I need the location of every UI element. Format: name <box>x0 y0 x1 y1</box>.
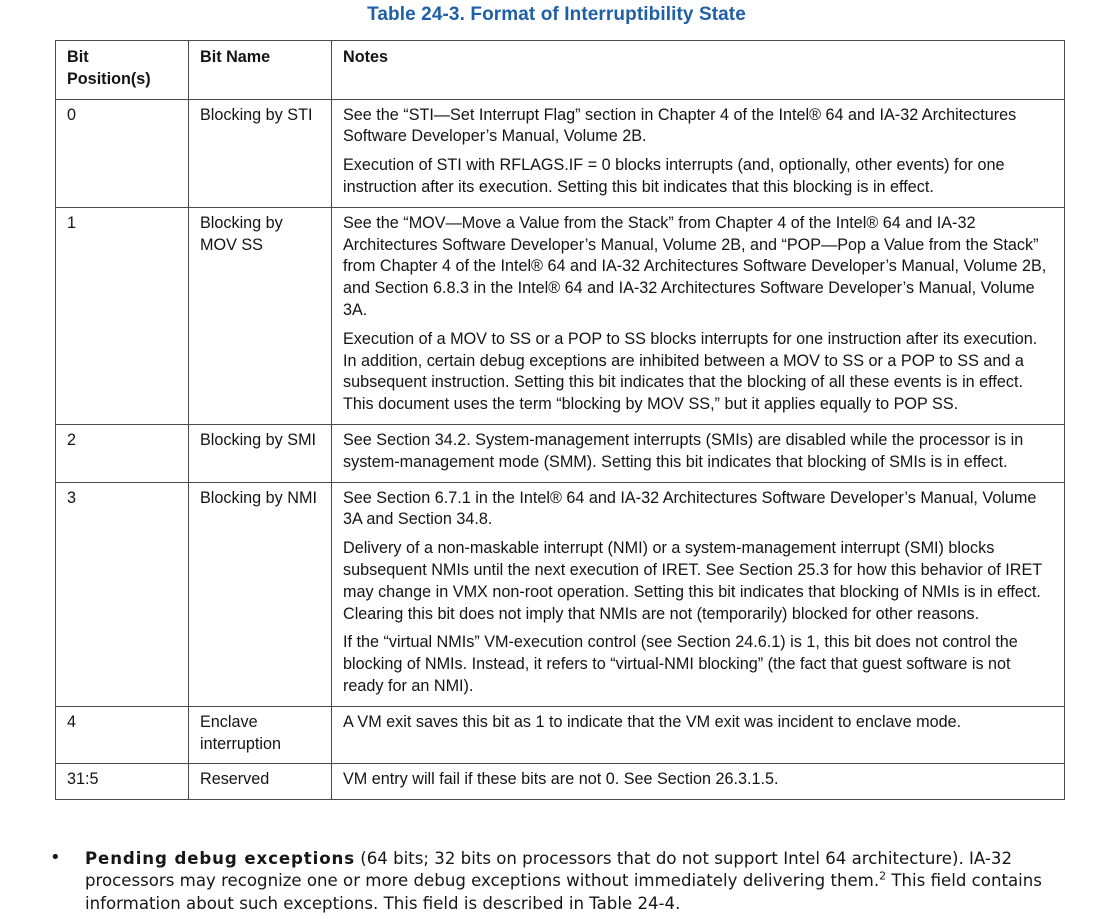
bit-position-cell: 0 <box>56 99 189 207</box>
notes-cell <box>332 207 1065 424</box>
table-row <box>56 99 1065 207</box>
table-row <box>56 482 1065 706</box>
notes-cell <box>332 424 1065 482</box>
footnote-marker: 2 <box>879 869 887 883</box>
bit-name-cell: Blocking by SMI <box>189 424 332 482</box>
bullet-text-before: (64 bits; 32 bits on processors that do not support Intel 64 architecture). IA-32 processors may recognize one or more debug exceptions without immediately delivering them. <box>85 849 1013 891</box>
table-row <box>56 706 1065 764</box>
bit-position-cell: 2 <box>56 424 189 482</box>
bullet-item <box>50 848 1070 915</box>
interruptibility-state-table <box>55 40 1065 800</box>
bit-name-cell: Blocking by NMI <box>189 482 332 706</box>
bullet-text-after: This field contains information about such exceptions. This field is described in Table 24-4. <box>85 871 1042 913</box>
bit-name-cell: Enclave interruption <box>189 706 332 764</box>
note-paragraph: See Section 34.2. System-management interrupts (SMIs) are disabled while the processor is in system-management mode (SMM). Setting this bit indicates that blocking of SMIs is in effect. <box>343 430 1024 471</box>
bullet-marker: • <box>50 847 61 868</box>
note-paragraph: If the “virtual NMIs” VM-execution control (see Section 24.6.1) is 1, this bit does not control the blocking of NMIs. Instead, it refers to “virtual-NMI blocking” (the fact that guest software is not ready for an NMI). <box>343 633 1018 695</box>
note-paragraph: See Section 6.7.1 in the Intel® 64 and IA-32 Architectures Software Developer’s Manual, Volume 3A and Section 34.8. <box>343 488 1037 529</box>
note-paragraph: Execution of STI with RFLAGS.IF = 0 blocks interrupts (and, optionally, other events) for one instruction after its execution. Setting this bit indicates that this blocking is in effect. <box>343 156 1005 196</box>
note-paragraph: See the “MOV—Move a Value from the Stack” from Chapter 4 of the Intel® 64 and IA-32 Architectures Software Developer’s Manual, Volume 2B, and “POP—Pop a Value from the Stack” from Chapter 4 of the Intel® 64 and IA-32 Architectures Software Developer’s Manual, Volume 2B, and Section 6.8.3 in the Intel® 64 and IA-32 Architectures Software Developer’s Manual, Volume 3A. <box>343 213 1047 319</box>
bit-name-cell: Blocking by MOV SS <box>189 207 332 424</box>
bit-name-cell: Blocking by STI <box>189 99 332 207</box>
table-header <box>56 41 1065 100</box>
note-paragraph: VM entry will fail if these bits are not 0. See Section 26.3.1.5. <box>343 770 779 789</box>
notes-cell <box>332 482 1065 706</box>
header-bit-name: Bit Name <box>189 41 332 100</box>
notes-cell <box>332 99 1065 207</box>
table-body <box>56 99 1065 800</box>
note-paragraph: Execution of a MOV to SS or a POP to SS blocks interrupts for one instruction after its execution. In addition, certain debug exceptions are inhibited between a MOV to SS or a POP to SS and a subsequent instruction. Setting this bit indicates that the blocking of all these events is in effect. This document uses the term “blocking by MOV SS,” but it applies equally to POP SS. <box>343 329 1038 414</box>
bullet-paragraph <box>85 848 1070 915</box>
header-notes: Notes <box>332 41 1065 100</box>
table-caption: Table 24-3. Format of Interruptibility State <box>367 4 746 25</box>
header-bit-position: Bit Position(s) <box>56 41 189 100</box>
header-row <box>56 41 1065 100</box>
table-row <box>56 207 1065 424</box>
note-paragraph: See the “STI—Set Interrupt Flag” section in Chapter 4 of the Intel® 64 and IA-32 Architectures Software Developer’s Manual, Volume 2B. <box>343 105 1017 146</box>
bit-position-cell: 4 <box>56 706 189 764</box>
notes-cell <box>332 764 1065 800</box>
bit-position-cell: 1 <box>56 207 189 424</box>
bit-name-cell: Reserved <box>189 764 332 800</box>
bullet-term: Pending debug exceptions <box>85 849 355 868</box>
bit-position-cell: 31:5 <box>56 764 189 800</box>
table-row <box>56 764 1065 800</box>
notes-cell <box>332 706 1065 764</box>
note-paragraph: Delivery of a non-maskable interrupt (NMI) or a system-management interrupt (SMI) blocks subsequent NMIs until the next execution of IRET. See Section 25.3 for how this behavior of IRET may change in VMX non-root operation. Setting this bit indicates that blocking of NMIs is in effect. Clearing this bit does not imply that NMIs are not (temporarily) blocked for other reasons. <box>343 539 1042 623</box>
bit-position-cell: 3 <box>56 482 189 706</box>
table-row <box>56 424 1065 482</box>
note-paragraph: A VM exit saves this bit as 1 to indicate that the VM exit was incident to enclave mode. <box>343 712 962 731</box>
